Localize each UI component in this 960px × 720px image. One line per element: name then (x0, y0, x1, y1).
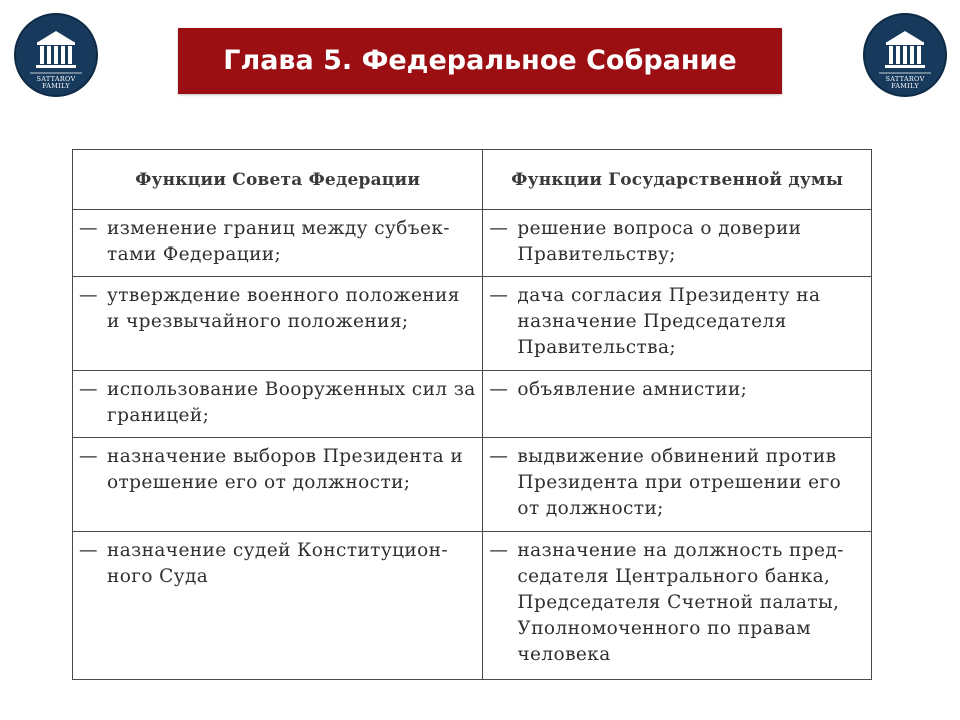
federation-council-function (73, 438, 483, 532)
state-duma-function (483, 210, 872, 277)
dash: — (79, 540, 98, 561)
function-text: изменение границ между субъек-тами Федерации; (107, 218, 450, 265)
logo-right (863, 13, 947, 97)
dash: — (489, 285, 509, 306)
table-row (73, 277, 872, 371)
dash: — (489, 379, 509, 400)
function-text: выдвижение обвинений против Президента при отрешении его от должности; (517, 446, 842, 519)
function-text: назначение выборов Президента и отрешение его от должности; (107, 446, 464, 493)
logo-text-line1: SATTAROV (36, 75, 76, 83)
function-text: решение вопроса о доверии Правительству; (517, 218, 802, 265)
dash: — (79, 446, 98, 467)
table-row (73, 210, 872, 277)
logo-text-line2: FAMILY (891, 82, 919, 90)
title-banner (178, 28, 782, 94)
federation-council-function (73, 532, 483, 680)
state-duma-function (483, 438, 872, 532)
table-row (73, 438, 872, 532)
dash: — (79, 218, 98, 239)
function-text: назначение на должность пред-седателя Центрального банка, Председателя Счетной палаты, Уполномоченного по правам человека (517, 540, 844, 665)
federation-council-function (73, 371, 483, 438)
state-duma-function (483, 532, 872, 680)
function-text: утверждение военного положения и чрезвычайного положения; (107, 285, 460, 332)
function-text: дача согласия Президенту на назначение Председателя Правительства; (517, 285, 821, 358)
table-header-row (73, 150, 872, 210)
state-duma-function (483, 277, 872, 371)
header-federation-council: Функции Совета Федерации (73, 150, 483, 210)
state-duma-function (483, 371, 872, 438)
table-row (73, 532, 872, 680)
federation-council-function (73, 277, 483, 371)
dash: — (489, 446, 509, 467)
header-state-duma: Функции Государственной думы (483, 150, 872, 210)
dash: — (79, 285, 98, 306)
table-row (73, 371, 872, 438)
logo-text-line1: SATTAROV (885, 75, 925, 83)
function-text: объявление амнистии; (517, 379, 748, 400)
federation-council-function (73, 210, 483, 277)
dash: — (489, 540, 509, 561)
dash: — (489, 218, 509, 239)
function-text: назначение судей Конституцион-ного Суда (107, 540, 449, 587)
functions-table (72, 149, 872, 680)
function-text: использование Вооруженных сил за границей; (107, 379, 476, 426)
logo-text-line2: FAMILY (42, 82, 70, 90)
page-title: Глава 5. Федеральное Собрание (223, 45, 737, 76)
dash: — (79, 379, 98, 400)
logo-left (14, 13, 98, 97)
